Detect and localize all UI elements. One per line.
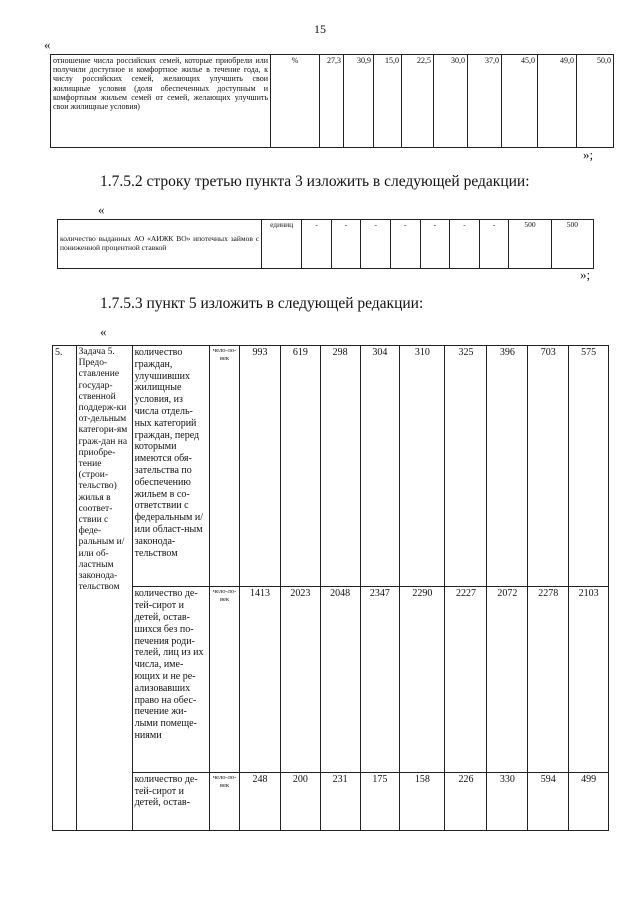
value-cell: 703	[528, 346, 569, 587]
value-cell: 27,3	[320, 55, 344, 148]
task-title: Задача 5. Предо-ставление государ-ственной поддерж-ки от-дельным категори-ям граж-дан на приобре-тение (строи-тельство) жилья в соответ-ствии с феде-ральным и/или об-ластным законода-тельством	[76, 346, 132, 831]
value-cell: 226	[445, 772, 487, 830]
indicator-description: количество де-тей-сирот и детей, остав-	[132, 772, 209, 830]
page-number: 15	[314, 22, 326, 36]
value-cell: 37,0	[468, 55, 502, 148]
indicator-table-2	[57, 219, 594, 269]
value-cell: 231	[320, 772, 360, 830]
indicator-description: количество выданных АО «АИЖК ВО» ипотечных займов с пониженной процентной ставкой	[58, 220, 262, 269]
section-heading-2: 1.7.5.2 строку третью пункта 3 изложить в следующей редакции:	[100, 173, 530, 190]
value-cell: 619	[280, 346, 320, 587]
value-cell: 30,0	[434, 55, 468, 148]
value-cell: -	[331, 220, 361, 269]
close-quote-2: »;	[580, 267, 591, 282]
value-cell: 49,0	[538, 55, 577, 148]
value-cell: 594	[528, 772, 569, 830]
open-quote: «	[44, 37, 51, 52]
value-cell: 2290	[400, 587, 445, 772]
value-cell: 2023	[280, 587, 320, 772]
unit-cell: единиц	[262, 220, 302, 269]
value-cell: -	[420, 220, 450, 269]
indicator-table-1	[50, 54, 614, 148]
value-cell: -	[302, 220, 332, 269]
value-cell: 30,9	[344, 55, 374, 148]
open-quote-3: «	[100, 324, 107, 339]
value-cell: 50,0	[577, 55, 614, 148]
value-cell: 2072	[487, 587, 528, 772]
close-quote-1: »;	[583, 147, 594, 162]
value-cell: 298	[320, 346, 360, 587]
value-cell: 325	[445, 346, 487, 587]
value-cell: 158	[400, 772, 445, 830]
open-quote-2: «	[98, 202, 105, 217]
value-cell: -	[361, 220, 391, 269]
value-cell: 248	[240, 772, 281, 830]
value-cell: 2048	[320, 587, 360, 772]
value-cell: 15,0	[374, 55, 402, 148]
value-cell: 175	[360, 772, 400, 830]
value-cell: 500	[509, 220, 551, 269]
value-cell: 22,5	[402, 55, 434, 148]
unit-cell: %	[271, 55, 320, 148]
value-cell: -	[479, 220, 509, 269]
value-cell: 310	[400, 346, 445, 587]
value-cell: 2278	[528, 587, 569, 772]
value-cell: -	[390, 220, 420, 269]
value-cell: -	[450, 220, 480, 269]
value-cell: 500	[551, 220, 593, 269]
indicator-description: количество граждан, улучшивших жилищные условия, из числа отдель-ных категорий граждан, перед которыми имеются обя-зательства по обеспечению жильем в со-ответствии с федеральным и/или област-ным законода-тельством	[132, 346, 209, 587]
value-cell: 200	[280, 772, 320, 830]
value-cell: 2103	[569, 587, 609, 772]
item-number: 5.	[53, 346, 77, 831]
indicator-description: количество де-тей-сирот и детей, остав-шихся без по-печения роди-телей, лиц из их числа, име-ющих и не ре-ализовавших право на обес-печение жи-лыми помеще-ниями	[132, 587, 209, 772]
unit-cell: чело-ло-век	[210, 772, 240, 830]
value-cell: 575	[569, 346, 609, 587]
value-cell: 330	[487, 772, 528, 830]
indicator-description: отношение числа российских семей, которые приобрели или получили доступное и комфортное жилье в течение года, к числу российских семей, желающих улучшить свои жилищные условия (доля обеспеченных доступным и комфортным жильем семей от семей, желающих улучшить свои жилищные условия)	[51, 55, 271, 148]
value-cell: 304	[360, 346, 400, 587]
value-cell: 1413	[240, 587, 281, 772]
task-table	[52, 345, 609, 831]
value-cell: 45,0	[502, 55, 538, 148]
unit-cell: чело-ло-век	[210, 346, 240, 587]
value-cell: 993	[240, 346, 281, 587]
value-cell: 2347	[360, 587, 400, 772]
value-cell: 396	[487, 346, 528, 587]
value-cell: 499	[569, 772, 609, 830]
unit-cell: чело-ло-век	[210, 587, 240, 772]
value-cell: 2227	[445, 587, 487, 772]
section-heading-3: 1.7.5.3 пункт 5 изложить в следующей редакции:	[100, 295, 424, 312]
